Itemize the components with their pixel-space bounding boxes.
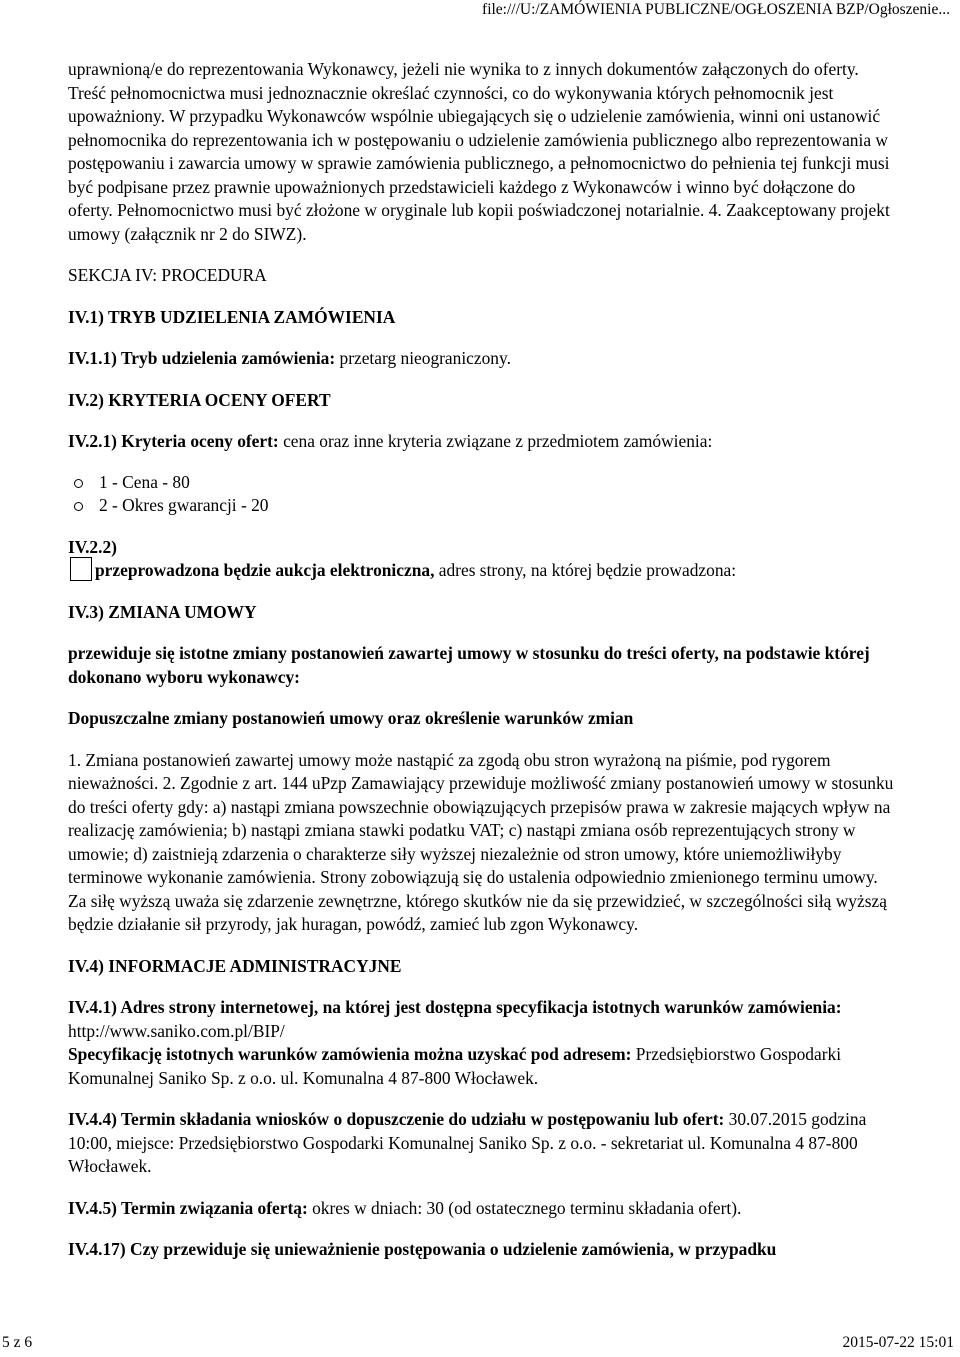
section-iv44 [68,1108,898,1179]
section-iv-title: SEKCJA IV: PROCEDURA [68,265,267,285]
section-iv21 [68,430,898,454]
auction-row [68,559,898,583]
print-header-url: file:///U:/ZAMÓWIENIA PUBLICZNE/OGŁOSZENIA BZP/Ogłoszenie... [482,1,950,18]
section-iv45-label: IV.4.5) Termin związania ofertą: [68,1197,308,1218]
section-iv45 [68,1197,898,1221]
section-iv11-label: IV.1.1) Tryb udzielenia zamówienia: [68,348,336,368]
spec-label: Specyfikację istotnych warunków zamówienia można uzyskać pod adresem: [68,1044,632,1064]
spec-value: Przedsiębiorstwo Gospodarki Komunalnej Saniko Sp. z o.o. ul. Komunalna 4 87-800 Włocławek. [68,1044,842,1088]
section-iv11 [68,347,898,371]
intro-paragraph: uprawnioną/e do reprezentowania Wykonawcy, jeżeli nie wynika to z innych dokumentów załączonych do oferty. Treść pełnomocnictwa musi jednoznacznie określać czynności, co do wykonywania których pełnomocnik jest upoważniony. W przypadku Wykonawców wspólnie ubiegających się o udzielenie zamówienia, winni oni ustanowić pełnomocnika do reprezentowania ich w postępowaniu o udzielenie zamówienia publicznego albo reprezentowania w postępowaniu i zawarcia umowy w sprawie zamówienia publicznego, a pełnomocnictwo do pełnienia tej funkcji musi być podpisane przez prawnie upoważnionych przedstawicieli każdego z Wykonawców i winno być dołączone do oferty. Pełnomocnictwo musi być złożone w oryginale lub kopii poświadczonej notarialnie. 4. Zaakceptowany projekt umowy (załącznik nr 2 do SIWZ). [68,59,890,244]
section-iv44-value: 30.07.2015 godzina 10:00, miejsce: Przedsiębiorstwo Gospodarki Komunalnej Saniko Sp. z o.o. - sekretariat ul. Komunalna 4 87-800 Włocławek. [68,1109,867,1176]
list-item: 2 - Okres gwarancji - 20 [99,494,898,518]
section-iv3-heading: IV.3) ZMIANA UMOWY [68,601,257,622]
section-iv2-heading: IV.2) KRYTERIA OCENY OFERT [68,389,331,410]
auction-label: przeprowadzona będzie aukcja elektroniczna, [95,560,435,580]
page-number: 5 z 6 [2,1334,33,1351]
document-body [68,58,898,1262]
section-iv21-label: IV.2.1) Kryteria oceny ofert: [68,431,279,451]
section-iv41-value: http://www.saniko.com.pl/BIP/ [68,1020,285,1041]
section-iv11-value: przetarg nieograniczony. [335,348,511,368]
section-iv41-label: IV.4.1) Adres strony internetowej, na której jest dostępna specyfikacja istotnych warunków zamówienia: [68,997,842,1017]
list-item: 1 - Cena - 80 [99,471,898,495]
auction-rest: adres strony, na której będzie prowadzona: [434,560,737,580]
section-iv4-heading: IV.4) INFORMACJE ADMINISTRACYJNE [68,955,402,976]
section-iv41 [68,996,898,1090]
section-iv45-value: okres w dniach: 30 (od ostatecznego terminu składania ofert). [307,1197,742,1218]
section-iv21-value: cena oraz inne kryteria związane z przedmiotem zamówienia: [278,431,713,451]
section-iv417-label: IV.4.17) Czy przewiduje się unieważnienie postępowania o udzielenie zamówienia, w przypadku [68,1239,777,1259]
section-iv22-label: IV.2.2) [68,536,117,557]
section-iv3-bold1: przewiduje się istotne zmiany postanowień zawartej umowy w stosunku do treści oferty, na podstawie której dokonano wyboru wykonawcy: [68,643,870,687]
section-iv44-label: IV.4.4) Termin składania wniosków o dopuszczenie do udziału w postępowaniu lub ofert: [68,1109,725,1129]
auction-checkbox[interactable] [70,557,92,581]
section-iv1-heading: IV.1) TRYB UDZIELENIA ZAMÓWIENIA [68,306,396,327]
print-datetime: 2015-07-22 15:01 [842,1334,954,1351]
criteria-list [68,471,898,518]
section-iv3-text: 1. Zmiana postanowień zawartej umowy może nastąpić za zgodą obu stron wyrażoną na piśmie, pod rygorem nieważności. 2. Zgodnie z art. 144 uPzp Zamawiający przewiduje możliwość zmiany postanowień umowy w stosunku do treści oferty gdy: a) nastąpi zmiana powszechnie obowiązujących przepisów prawa w zakresie mających wpływ na realizację zamówienia; b) nastąpi zmiana stawki podatku VAT; c) nastąpi zmiana osób reprezentujących strony w umowie; d) zaistnieją zdarzenia o charakterze siły wyższej niezależnie od stron umowy, które uniemożliwiłyby terminowe wykonanie zamówienia. Strony zobowiązują się do ustalenia odpowiednio zmienionego terminu umowy. Za siłę wyższą uważa się zdarzenie zewnętrzne, którego skutków nie da się przewidzieć, w szczególności siłą wyższą będzie działanie sił przyrody, jak huragan, powódź, zamieć lub zgon Wykonawcy. [68,749,894,934]
section-iv3-bold2: Dopuszczalne zmiany postanowień umowy oraz określenie warunków zmian [68,708,634,728]
